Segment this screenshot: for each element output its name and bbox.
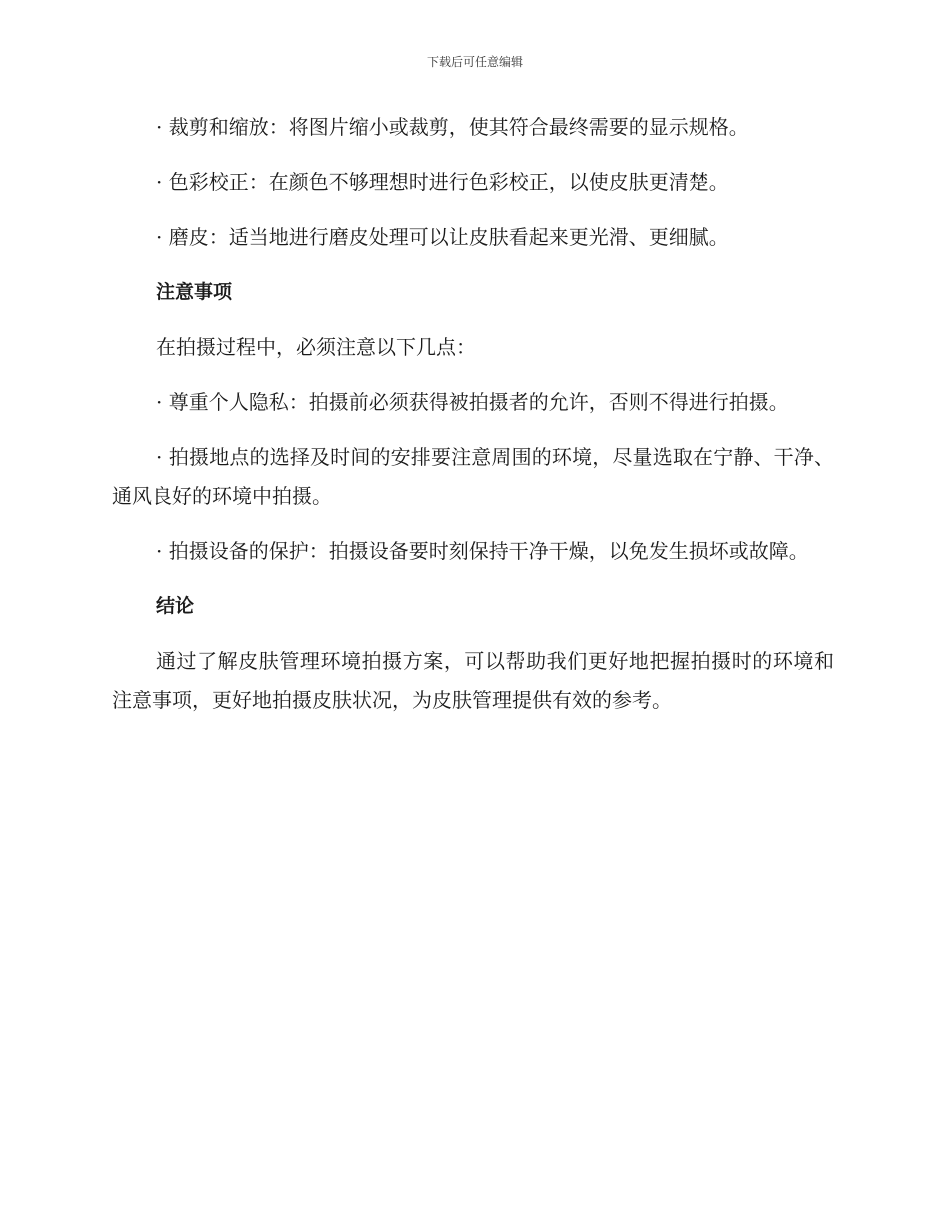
bullet-location-time: · 拍摄地点的选择及时间的安排要注意周围的环境，尽量选取在宁静、干净、通风良好的环境中拍摄。 xyxy=(112,445,834,508)
document-body xyxy=(112,108,834,736)
bullet-privacy: · 尊重个人隐私：拍摄前必须获得被拍摄者的允许，否则不得进行拍摄。 xyxy=(156,390,789,414)
section-heading-notes: 注意事项 xyxy=(156,281,233,303)
bullet-equipment: · 拍摄设备的保护：拍摄设备要时刻保持干净干燥，以免发生损坏或故障。 xyxy=(156,539,809,563)
bullet-crop-resize: · 裁剪和缩放：将图片缩小或裁剪，使其符合最终需要的显示规格。 xyxy=(156,115,749,139)
notes-intro: 在拍摄过程中，必须注意以下几点： xyxy=(156,335,476,359)
bullet-color-correction: · 色彩校正：在颜色不够理想时进行色彩校正，以使皮肤更清楚。 xyxy=(156,170,729,194)
conclusion-paragraph: 通过了解皮肤管理环境拍摄方案，可以帮助我们更好地把握拍摄时的环境和注意事项，更好地拍摄皮肤状况，为皮肤管理提供有效的参考。 xyxy=(112,649,834,712)
page-header: 下载后可任意编辑 xyxy=(426,55,523,69)
bullet-skin-smoothing: · 磨皮：适当地进行磨皮处理可以让皮肤看起来更光滑、更细腻。 xyxy=(156,225,729,249)
section-heading-conclusion: 结论 xyxy=(156,595,195,617)
